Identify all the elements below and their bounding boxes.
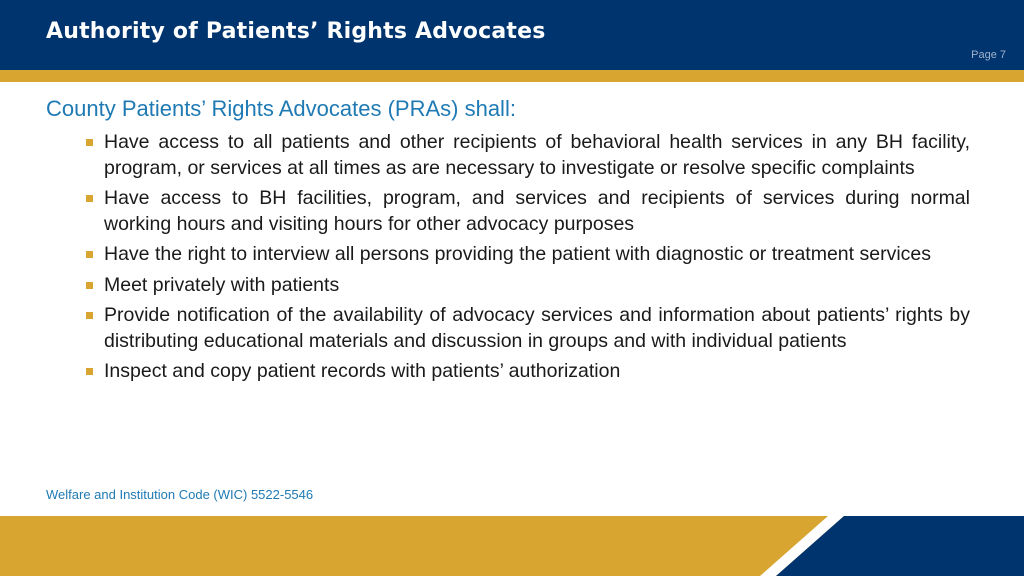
bullet-item <box>86 130 970 181</box>
footer-band <box>0 516 1024 576</box>
square-bullet-icon <box>86 368 93 375</box>
header-bar <box>0 0 1024 70</box>
square-bullet-icon <box>86 312 93 319</box>
footer-graphic <box>0 516 1024 576</box>
bullet-item <box>86 186 970 237</box>
bullet-item <box>86 359 970 385</box>
page-number: Page 7 <box>971 49 1006 61</box>
square-bullet-icon <box>86 195 93 202</box>
square-bullet-icon <box>86 251 93 258</box>
bullet-text: Inspect and copy patient records with patients’ authorization <box>104 360 621 382</box>
bullet-item <box>86 303 970 354</box>
square-bullet-icon <box>86 282 93 289</box>
bullet-text: Have access to BH facilities, program, and services and recipients of services during normal working hours and visiting hours for other advocacy purposes <box>104 187 970 235</box>
square-bullet-icon <box>86 139 93 146</box>
bullet-item <box>86 242 970 268</box>
section-subtitle: County Patients’ Rights Advocates (PRAs) shall: <box>46 96 516 121</box>
gold-divider-bar <box>0 70 1024 82</box>
bullet-text: Provide notification of the availability of advocacy services and information about patients’ rights by distributing educational materials and discussion in groups and with individual patients <box>104 304 970 352</box>
bullet-list <box>86 130 970 390</box>
bullet-item <box>86 273 970 299</box>
slide-title: Authority of Patients’ Rights Advocates <box>46 19 546 44</box>
footnote-citation: Welfare and Institution Code (WIC) 5522-5546 <box>46 487 314 502</box>
bullet-text: Have access to all patients and other recipients of behavioral health services in any BH facility, program, or services at all times as are necessary to investigate or resolve specific complaints <box>104 131 970 179</box>
bullet-text: Meet privately with patients <box>104 273 340 296</box>
bullet-text: Have the right to interview all persons providing the patient with diagnostic or treatment services <box>104 243 931 265</box>
